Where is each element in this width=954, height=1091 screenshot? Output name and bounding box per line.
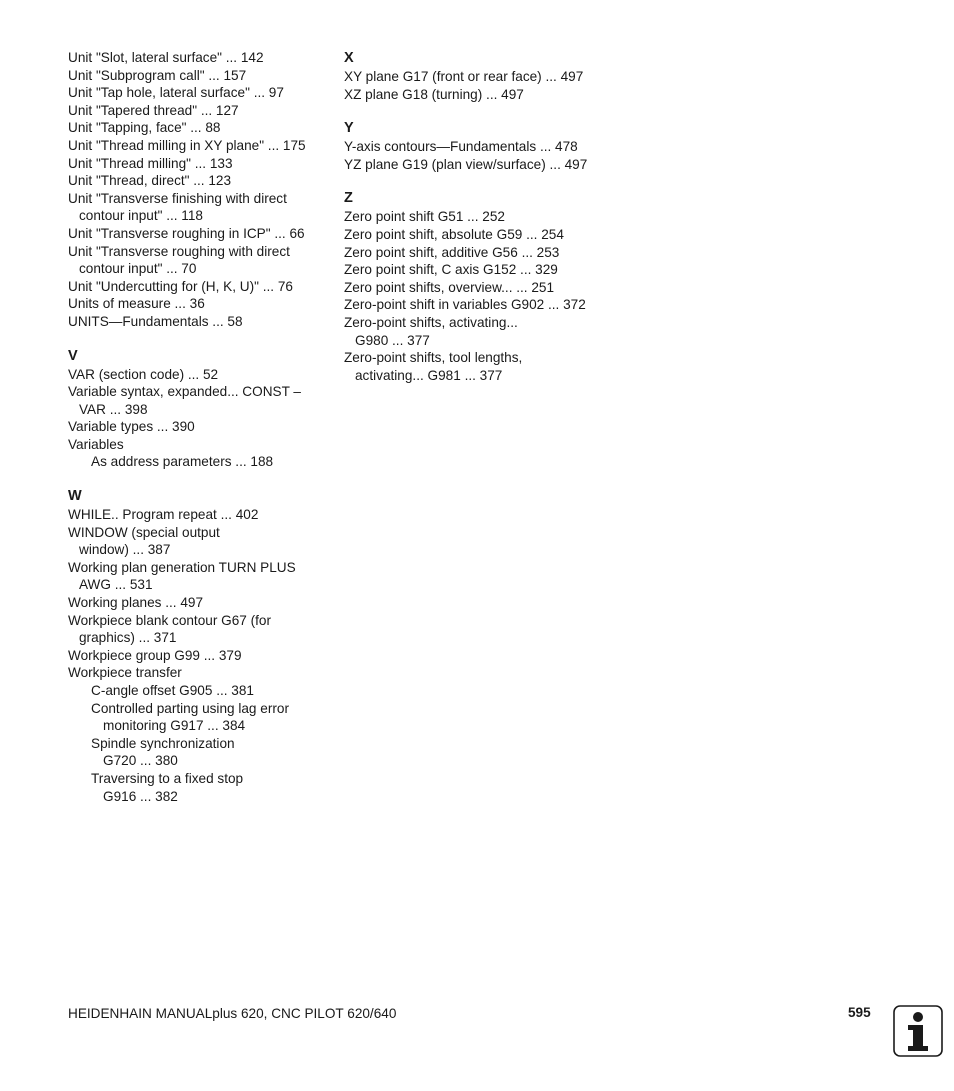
index-entry-line: Unit "Transverse finishing with direct xyxy=(68,190,287,206)
index-entry-line: Y-axis contours—Fundamentals ... 478 xyxy=(344,139,578,155)
index-entry-line: C-angle offset G905 ... 381 xyxy=(91,683,254,698)
index-entry-line: graphics) ... 371 xyxy=(79,630,177,646)
index-entry xyxy=(344,279,614,297)
index-subentry xyxy=(68,770,330,805)
index-entry xyxy=(68,366,330,384)
index-entry-line: Unit "Transverse roughing with direct xyxy=(68,243,290,259)
index-entry-line: Zero-point shifts, activating... xyxy=(344,314,518,330)
index-entry-line: window) ... 387 xyxy=(79,542,171,558)
index-entry-line: Spindle synchronization xyxy=(91,735,235,751)
index-entry-line: Unit "Transverse roughing in ICP" ... 66 xyxy=(68,225,305,241)
index-subentry xyxy=(68,682,330,700)
index-entry-line: Unit "Slot, lateral surface" ... 142 xyxy=(68,50,264,65)
index-entry xyxy=(344,296,614,314)
index-entry xyxy=(68,225,330,243)
index-entry-line: Zero-point shift in variables G902 ... 372 xyxy=(344,297,586,313)
index-entry xyxy=(68,506,330,524)
index-entry-line: Controlled parting using lag error xyxy=(91,700,289,716)
page-number: 595 xyxy=(848,1005,871,1020)
index-entry xyxy=(68,295,330,313)
index-entry xyxy=(344,349,614,384)
index-entry xyxy=(68,190,330,225)
index-entry xyxy=(344,244,614,262)
index-entry xyxy=(68,84,330,102)
index-entry-line: Working plan generation TURN PLUS xyxy=(68,559,296,575)
index-entry-line: XZ plane G18 (turning) ... 497 xyxy=(344,86,524,102)
index-entry xyxy=(68,67,330,85)
index-entry-line: XY plane G17 (front or rear face) ... 497 xyxy=(344,69,584,84)
index-entry xyxy=(344,86,614,104)
index-entry xyxy=(68,155,330,173)
section-letter-z: Z xyxy=(344,190,353,207)
index-entry-line: Variable syntax, expanded... CONST – xyxy=(68,384,301,400)
info-icon xyxy=(893,1005,943,1057)
index-entry xyxy=(68,383,330,418)
index-entry-line: activating... G981 ... 377 xyxy=(355,367,503,383)
section-letter-x: X xyxy=(344,50,354,66)
index-entry xyxy=(68,102,330,120)
index-entry xyxy=(344,156,614,174)
index-entry xyxy=(68,313,330,331)
index-entry-line: Zero point shift, absolute G59 ... 254 xyxy=(344,226,564,242)
index-entry-line: G916 ... 382 xyxy=(103,788,178,804)
index-entry-line: UNITS—Fundamentals ... 58 xyxy=(68,313,243,329)
index-entry xyxy=(68,559,330,594)
index-entry-line: Units of measure ... 36 xyxy=(68,296,205,312)
index-entry-line: WHILE.. Program repeat ... 402 xyxy=(68,507,259,523)
section-letter-w: W xyxy=(68,488,82,505)
index-entry xyxy=(344,138,614,156)
index-entry xyxy=(68,664,330,682)
section-letter-v: V xyxy=(68,347,78,364)
index-entry-line: Unit "Tap hole, lateral surface" ... 97 xyxy=(68,85,284,101)
index-entry-line: G720 ... 380 xyxy=(103,753,178,769)
index-entry-line: Unit "Thread milling in XY plane" ... 175 xyxy=(68,137,306,153)
index-entry-line: Zero point shifts, overview... ... 251 xyxy=(344,279,555,295)
index-entry-line: Unit "Tapping, face" ... 88 xyxy=(68,120,221,136)
index-entry-line: Traversing to a fixed stop xyxy=(91,770,244,786)
index-entry-line: monitoring G917 ... 384 xyxy=(103,718,246,734)
index-entry xyxy=(344,208,614,226)
index-subentry xyxy=(68,700,330,735)
index-entry-line: As address parameters ... 188 xyxy=(91,454,274,470)
index-entry-line: Variables xyxy=(68,436,124,452)
index-entry-line: Zero point shift, C axis G152 ... 329 xyxy=(344,262,558,278)
index-entry-line: Unit "Tapered thread" ... 127 xyxy=(68,102,239,118)
index-entry xyxy=(68,594,330,612)
index-entry xyxy=(344,261,614,279)
index-entry-line: G980 ... 377 xyxy=(355,332,430,348)
index-entry-line: contour input" ... 70 xyxy=(79,261,197,277)
index-entry xyxy=(68,612,330,647)
index-entry-line: Unit "Undercutting for (H, K, U)" ... 76 xyxy=(68,278,293,294)
index-entry xyxy=(68,524,330,559)
index-subentry xyxy=(68,453,330,471)
index-entry-line: Zero-point shifts, tool lengths, xyxy=(344,350,523,366)
index-entry xyxy=(68,647,330,665)
index-entry-line: Zero point shift, additive G56 ... 253 xyxy=(344,244,560,260)
index-entry-line: WINDOW (special output xyxy=(68,524,220,540)
index-entry-line: Unit "Thread milling" ... 133 xyxy=(68,155,233,171)
index-entry xyxy=(68,278,330,296)
index-entry-line: Working planes ... 497 xyxy=(68,595,204,611)
index-subentry xyxy=(68,735,330,770)
index-entry-line: Variable types ... 390 xyxy=(68,419,195,435)
index-entry-line: Workpiece group G99 ... 379 xyxy=(68,647,242,663)
index-entry-line: Zero point shift G51 ... 252 xyxy=(344,209,505,225)
index-entry xyxy=(344,226,614,244)
index-entry-line: AWG ... 531 xyxy=(79,577,153,593)
index-entry xyxy=(344,314,614,349)
index-entry xyxy=(68,119,330,137)
index-entry-line: VAR (section code) ... 52 xyxy=(68,366,219,382)
index-column-left xyxy=(68,49,330,805)
index-column-right xyxy=(344,49,614,384)
index-entry-line: Unit "Thread, direct" ... 123 xyxy=(68,173,232,189)
index-entry-line: contour input" ... 118 xyxy=(79,208,203,224)
index-entry-line: Unit "Subprogram call" ... 157 xyxy=(68,67,247,83)
index-entry xyxy=(68,172,330,190)
footer-title: HEIDENHAIN MANUALplus 620, CNC PILOT 620/640 xyxy=(68,1006,397,1021)
section-letter-y: Y xyxy=(344,120,354,137)
index-entry xyxy=(68,436,330,454)
index-entry xyxy=(68,243,330,278)
index-entry-line: YZ plane G19 (plan view/surface) ... 497 xyxy=(344,156,588,172)
index-entry-line: Workpiece blank contour G67 (for xyxy=(68,612,271,628)
index-entry-line: Workpiece transfer xyxy=(68,665,182,681)
index-entry xyxy=(68,49,330,67)
index-entry xyxy=(344,68,614,86)
index-entry xyxy=(68,418,330,436)
index-entry-line: VAR ... 398 xyxy=(79,401,148,417)
index-entry xyxy=(68,137,330,155)
